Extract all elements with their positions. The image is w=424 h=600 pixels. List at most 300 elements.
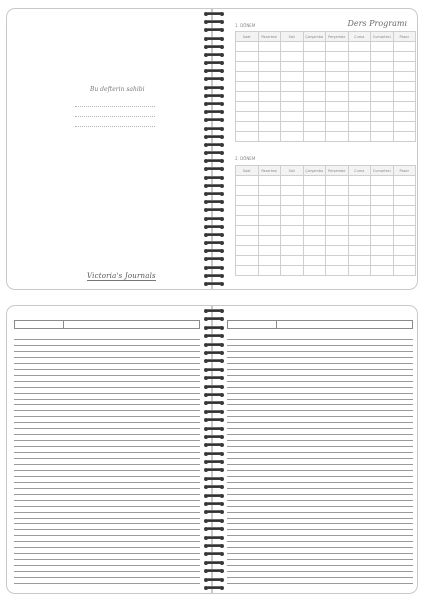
- spiral-ring: [203, 85, 225, 91]
- table-cell[interactable]: [393, 92, 416, 102]
- table-cell[interactable]: [281, 92, 304, 102]
- writing-line: [227, 494, 413, 495]
- writing-line: [227, 547, 413, 548]
- table-cell[interactable]: [281, 102, 304, 112]
- table-cell[interactable]: [236, 266, 259, 276]
- table-cell[interactable]: [281, 196, 304, 206]
- table-cell[interactable]: [348, 246, 371, 256]
- table-cell[interactable]: [281, 266, 304, 276]
- writing-line: [14, 404, 200, 405]
- writing-line: [14, 357, 200, 358]
- table-cell[interactable]: [393, 102, 416, 112]
- owner-label: Bu defterin sahibi: [90, 86, 145, 93]
- table-cell[interactable]: [303, 112, 326, 122]
- table-cell[interactable]: [236, 112, 259, 122]
- table-cell[interactable]: [326, 122, 349, 132]
- lined-page-left: [6, 305, 212, 594]
- table-cell[interactable]: [258, 102, 281, 112]
- table-cell[interactable]: [348, 112, 371, 122]
- writing-line: [227, 428, 413, 429]
- table-cell[interactable]: [393, 42, 416, 52]
- table-cell[interactable]: [348, 102, 371, 112]
- writing-line: [14, 363, 200, 364]
- table-cell[interactable]: [326, 236, 349, 246]
- spiral-ring: [203, 459, 225, 465]
- table-cell[interactable]: [348, 216, 371, 226]
- table-cell[interactable]: [393, 112, 416, 122]
- writing-line: [227, 416, 413, 417]
- writing-line: [14, 476, 200, 477]
- column-header: Cuma: [348, 166, 371, 176]
- writing-line: [227, 339, 413, 340]
- table-row: [236, 186, 416, 196]
- table-cell[interactable]: [326, 62, 349, 72]
- table-cell[interactable]: [348, 52, 371, 62]
- table-cell[interactable]: [258, 246, 281, 256]
- spiral-ring: [203, 577, 225, 583]
- writing-line: [227, 357, 413, 358]
- writing-line: [227, 351, 413, 352]
- table-cell[interactable]: [258, 92, 281, 102]
- spiral-ring: [203, 543, 225, 549]
- table-cell[interactable]: [348, 176, 371, 186]
- table-cell[interactable]: [236, 186, 259, 196]
- spiral-ring: [203, 68, 225, 74]
- table-cell[interactable]: [326, 246, 349, 256]
- table-cell[interactable]: [371, 176, 394, 186]
- writing-line: [14, 523, 200, 524]
- spiral-ring: [203, 476, 225, 482]
- table-cell[interactable]: [236, 52, 259, 62]
- table-cell[interactable]: [303, 236, 326, 246]
- spiral-ring: [203, 375, 225, 381]
- column-header: Pazartesi: [258, 32, 281, 42]
- owner-page: [6, 8, 212, 290]
- table-cell[interactable]: [348, 196, 371, 206]
- table-cell[interactable]: [303, 186, 326, 196]
- spiral-ring: [203, 417, 225, 423]
- spiral-ring: [203, 44, 225, 50]
- writing-line: [14, 529, 200, 530]
- table-cell[interactable]: [236, 226, 259, 236]
- table-row: [236, 72, 416, 82]
- writing-line: [14, 553, 200, 554]
- table-cell[interactable]: [303, 246, 326, 256]
- spiral-ring: [203, 426, 225, 432]
- table-cell[interactable]: [348, 72, 371, 82]
- table-cell[interactable]: [236, 82, 259, 92]
- table-cell[interactable]: [326, 266, 349, 276]
- writing-line: [14, 583, 200, 584]
- table-cell[interactable]: [393, 72, 416, 82]
- writing-line: [14, 410, 200, 411]
- owner-line: [75, 126, 155, 127]
- table-cell[interactable]: [393, 266, 416, 276]
- column-header: Cuma: [348, 32, 371, 42]
- column-header: Perşembe: [326, 32, 349, 42]
- table-cell[interactable]: [236, 246, 259, 256]
- table-cell[interactable]: [258, 132, 281, 142]
- spiral-ring: [203, 36, 225, 42]
- writing-line: [227, 565, 413, 566]
- table-cell[interactable]: [393, 52, 416, 62]
- column-header: Saat: [236, 32, 259, 42]
- table-cell[interactable]: [371, 112, 394, 122]
- writing-line: [14, 577, 200, 578]
- writing-line: [14, 535, 200, 536]
- table-cell[interactable]: [281, 246, 304, 256]
- schedule-page: [212, 8, 418, 290]
- column-header: Salı: [281, 32, 304, 42]
- table-row: [236, 206, 416, 216]
- table-cell[interactable]: [393, 82, 416, 92]
- writing-line: [14, 428, 200, 429]
- spiral-ring: [203, 342, 225, 348]
- table-cell[interactable]: [326, 92, 349, 102]
- writing-line: [14, 434, 200, 435]
- table-cell[interactable]: [371, 72, 394, 82]
- table-row: [236, 176, 416, 186]
- writing-line: [14, 458, 200, 459]
- spiral-ring: [203, 273, 225, 279]
- writing-line: [14, 565, 200, 566]
- writing-line: [14, 506, 200, 507]
- table-row: [236, 52, 416, 62]
- table-cell[interactable]: [348, 132, 371, 142]
- table-cell[interactable]: [258, 112, 281, 122]
- table-cell[interactable]: [281, 236, 304, 246]
- page-header-box: [14, 320, 200, 329]
- table-cell[interactable]: [371, 186, 394, 196]
- table-cell[interactable]: [258, 82, 281, 92]
- table-cell[interactable]: [371, 256, 394, 266]
- table-cell[interactable]: [326, 112, 349, 122]
- table-cell[interactable]: [371, 236, 394, 246]
- owner-line: [75, 106, 155, 107]
- table-cell[interactable]: [393, 226, 416, 236]
- table-cell[interactable]: [326, 176, 349, 186]
- table-cell[interactable]: [326, 216, 349, 226]
- spiral-binding: [203, 8, 225, 290]
- table-cell[interactable]: [236, 72, 259, 82]
- writing-line: [227, 369, 413, 370]
- writing-line: [227, 535, 413, 536]
- spiral-ring: [203, 585, 225, 591]
- table-cell[interactable]: [303, 216, 326, 226]
- table-cell[interactable]: [371, 226, 394, 236]
- writing-line: [14, 416, 200, 417]
- table-cell[interactable]: [236, 256, 259, 266]
- spiral-ring: [203, 142, 225, 148]
- table-cell[interactable]: [326, 72, 349, 82]
- table-cell[interactable]: [303, 82, 326, 92]
- table-cell[interactable]: [326, 42, 349, 52]
- table-cell[interactable]: [281, 62, 304, 72]
- table-cell[interactable]: [393, 176, 416, 186]
- schedule-table: [235, 165, 416, 276]
- table-cell[interactable]: [303, 226, 326, 236]
- table-cell[interactable]: [303, 72, 326, 82]
- table-cell[interactable]: [258, 256, 281, 266]
- table-cell[interactable]: [371, 246, 394, 256]
- table-cell[interactable]: [236, 176, 259, 186]
- column-header: Pazartesi: [258, 166, 281, 176]
- table-row: [236, 196, 416, 206]
- writing-line: [14, 470, 200, 471]
- table-cell[interactable]: [326, 52, 349, 62]
- table-cell[interactable]: [371, 216, 394, 226]
- writing-line: [14, 482, 200, 483]
- term-label: 1. DÖNEM: [235, 23, 256, 28]
- writing-line: [14, 399, 200, 400]
- table-cell[interactable]: [348, 266, 371, 276]
- schedule-table: [235, 31, 416, 142]
- table-cell[interactable]: [281, 122, 304, 132]
- writing-line: [227, 518, 413, 519]
- table-cell[interactable]: [281, 42, 304, 52]
- writing-line: [227, 583, 413, 584]
- table-cell[interactable]: [371, 122, 394, 132]
- table-cell[interactable]: [236, 216, 259, 226]
- writing-line: [227, 470, 413, 471]
- table-cell[interactable]: [348, 62, 371, 72]
- writing-line: [14, 393, 200, 394]
- table-cell[interactable]: [303, 62, 326, 72]
- owner-line: [75, 116, 155, 117]
- spiral-ring: [203, 19, 225, 25]
- writing-line: [14, 571, 200, 572]
- table-cell[interactable]: [326, 102, 349, 112]
- table-cell[interactable]: [348, 256, 371, 266]
- writing-line: [14, 512, 200, 513]
- table-cell[interactable]: [393, 206, 416, 216]
- table-row: [236, 256, 416, 266]
- header-divider: [276, 321, 277, 328]
- spiral-ring: [203, 316, 225, 322]
- table-cell[interactable]: [393, 122, 416, 132]
- table-cell[interactable]: [348, 186, 371, 196]
- table-cell[interactable]: [348, 82, 371, 92]
- lined-page-right: [212, 305, 418, 594]
- table-cell[interactable]: [393, 236, 416, 246]
- spiral-binding: [203, 305, 225, 594]
- writing-line: [14, 494, 200, 495]
- table-cell[interactable]: [258, 52, 281, 62]
- column-header: Saat: [236, 166, 259, 176]
- table-cell[interactable]: [258, 236, 281, 246]
- spiral-ring: [203, 240, 225, 246]
- table-cell[interactable]: [393, 186, 416, 196]
- table-cell[interactable]: [371, 92, 394, 102]
- writing-line: [14, 369, 200, 370]
- table-cell[interactable]: [326, 256, 349, 266]
- writing-line: [227, 577, 413, 578]
- table-cell[interactable]: [326, 186, 349, 196]
- table-cell[interactable]: [303, 196, 326, 206]
- table-cell[interactable]: [303, 52, 326, 62]
- table-cell[interactable]: [303, 176, 326, 186]
- writing-line: [227, 506, 413, 507]
- table-cell[interactable]: [371, 266, 394, 276]
- table-cell[interactable]: [236, 42, 259, 52]
- table-cell[interactable]: [348, 92, 371, 102]
- writing-line: [227, 410, 413, 411]
- spiral-ring: [203, 392, 225, 398]
- table-cell[interactable]: [303, 92, 326, 102]
- writing-line: [227, 345, 413, 346]
- column-header: Cumartesi: [371, 32, 394, 42]
- writing-line: [14, 500, 200, 501]
- writing-line: [227, 571, 413, 572]
- table-cell[interactable]: [371, 102, 394, 112]
- table-cell[interactable]: [326, 82, 349, 92]
- spiral-ring: [203, 350, 225, 356]
- writing-line: [14, 345, 200, 346]
- writing-line: [227, 529, 413, 530]
- table-cell[interactable]: [393, 132, 416, 142]
- table-row: [236, 62, 416, 72]
- writing-line: [227, 434, 413, 435]
- table-cell[interactable]: [258, 72, 281, 82]
- spiral-ring: [203, 560, 225, 566]
- table-cell[interactable]: [393, 216, 416, 226]
- table-cell[interactable]: [236, 132, 259, 142]
- writing-line: [227, 541, 413, 542]
- table-row: [236, 216, 416, 226]
- schedule-spread: [6, 8, 418, 290]
- table-cell[interactable]: [303, 122, 326, 132]
- table-cell[interactable]: [258, 186, 281, 196]
- spiral-ring: [203, 467, 225, 473]
- table-cell[interactable]: [371, 206, 394, 216]
- writing-line: [14, 541, 200, 542]
- table-cell[interactable]: [348, 226, 371, 236]
- table-cell[interactable]: [371, 52, 394, 62]
- table-cell[interactable]: [281, 112, 304, 122]
- writing-line: [14, 440, 200, 441]
- writing-line: [14, 547, 200, 548]
- table-cell[interactable]: [371, 62, 394, 72]
- table-cell[interactable]: [258, 206, 281, 216]
- table-cell[interactable]: [348, 236, 371, 246]
- table-cell[interactable]: [281, 176, 304, 186]
- writing-line: [227, 440, 413, 441]
- table-cell[interactable]: [258, 266, 281, 276]
- writing-line: [227, 387, 413, 388]
- table-cell[interactable]: [371, 132, 394, 142]
- writing-line: [227, 476, 413, 477]
- table-cell[interactable]: [258, 62, 281, 72]
- table-cell[interactable]: [326, 226, 349, 236]
- term-label: 2. DÖNEM: [235, 156, 256, 161]
- table-cell[interactable]: [236, 122, 259, 132]
- spiral-ring: [203, 493, 225, 499]
- table-cell[interactable]: [393, 256, 416, 266]
- spiral-ring: [203, 216, 225, 222]
- spiral-ring: [203, 333, 225, 339]
- table-cell[interactable]: [371, 42, 394, 52]
- spiral-ring: [203, 183, 225, 189]
- table-cell[interactable]: [258, 226, 281, 236]
- table-cell[interactable]: [393, 246, 416, 256]
- table-cell[interactable]: [281, 132, 304, 142]
- column-header: Cumartesi: [371, 166, 394, 176]
- spiral-ring: [203, 158, 225, 164]
- table-cell[interactable]: [258, 42, 281, 52]
- table-cell[interactable]: [393, 196, 416, 206]
- spiral-ring: [203, 27, 225, 33]
- writing-line: [227, 523, 413, 524]
- table-cell[interactable]: [326, 196, 349, 206]
- spiral-ring: [203, 308, 225, 314]
- table-cell[interactable]: [348, 122, 371, 132]
- spiral-ring: [203, 484, 225, 490]
- table-cell[interactable]: [303, 132, 326, 142]
- table-cell[interactable]: [303, 256, 326, 266]
- spiral-ring: [203, 52, 225, 58]
- spiral-ring: [203, 281, 225, 287]
- table-cell[interactable]: [236, 102, 259, 112]
- spiral-ring: [203, 358, 225, 364]
- spiral-ring: [203, 207, 225, 213]
- table-cell[interactable]: [236, 92, 259, 102]
- table-cell[interactable]: [236, 236, 259, 246]
- table-cell[interactable]: [281, 256, 304, 266]
- writing-line: [227, 452, 413, 453]
- table-cell[interactable]: [281, 82, 304, 92]
- spiral-ring: [203, 109, 225, 115]
- writing-line: [227, 404, 413, 405]
- table-row: [236, 266, 416, 276]
- table-cell[interactable]: [393, 62, 416, 72]
- writing-line: [227, 512, 413, 513]
- spiral-ring: [203, 166, 225, 172]
- table-cell[interactable]: [281, 206, 304, 216]
- table-cell[interactable]: [281, 216, 304, 226]
- table-cell[interactable]: [303, 42, 326, 52]
- spiral-ring: [203, 442, 225, 448]
- table-cell[interactable]: [303, 102, 326, 112]
- spiral-ring: [203, 501, 225, 507]
- spiral-ring: [203, 256, 225, 262]
- table-cell[interactable]: [326, 132, 349, 142]
- writing-line: [227, 422, 413, 423]
- table-cell[interactable]: [281, 186, 304, 196]
- table-cell[interactable]: [258, 216, 281, 226]
- table-cell[interactable]: [371, 196, 394, 206]
- table-cell[interactable]: [236, 196, 259, 206]
- table-cell[interactable]: [281, 52, 304, 62]
- table-cell[interactable]: [326, 206, 349, 216]
- writing-line: [227, 446, 413, 447]
- table-cell[interactable]: [348, 206, 371, 216]
- table-cell[interactable]: [348, 42, 371, 52]
- table-cell[interactable]: [371, 82, 394, 92]
- spiral-ring: [203, 518, 225, 524]
- table-cell[interactable]: [281, 226, 304, 236]
- table-cell[interactable]: [303, 206, 326, 216]
- table-cell[interactable]: [258, 122, 281, 132]
- table-cell[interactable]: [281, 72, 304, 82]
- writing-line: [227, 399, 413, 400]
- table-cell[interactable]: [303, 266, 326, 276]
- table-cell[interactable]: [236, 206, 259, 216]
- table-cell[interactable]: [258, 176, 281, 186]
- table-cell[interactable]: [236, 62, 259, 72]
- table-cell[interactable]: [258, 196, 281, 206]
- table-row: [236, 102, 416, 112]
- writing-line: [227, 482, 413, 483]
